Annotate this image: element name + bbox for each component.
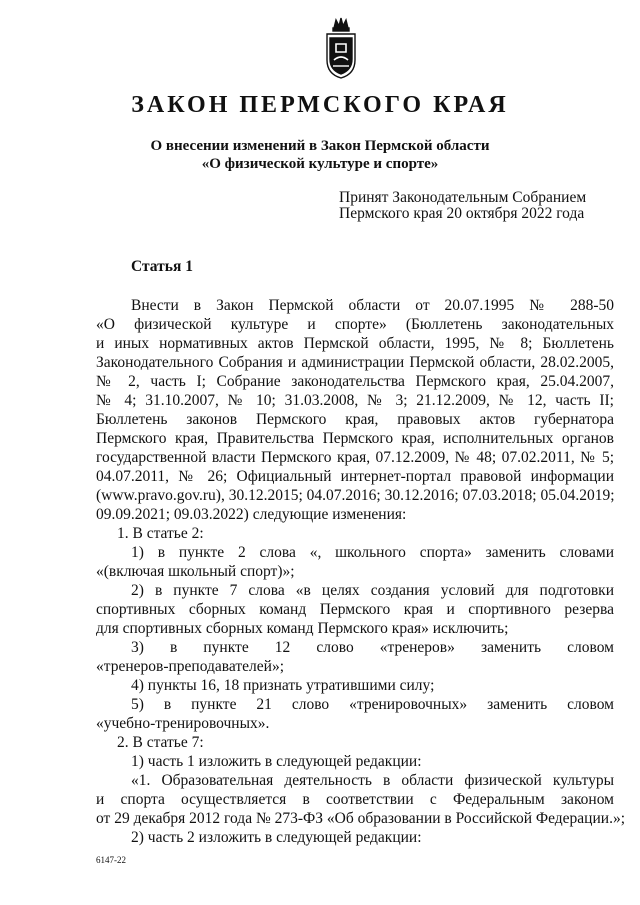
list-item: 1) в пункте 2 слова «, школьного спорта» заменить словами (131, 544, 614, 561)
list-item: 2) в пункте 7 слова «в целях создания условий для подготовки (131, 582, 614, 599)
adoption-line-1: Принят Законодательным Собранием (339, 189, 587, 206)
quoted-text-line: от 29 декабря 2012 года № 273-ФЗ «Об образовании в Российской Федерации.»; (96, 810, 625, 827)
list-item: 3) в пункте 12 слово «тренеров» заменить словом (131, 639, 614, 656)
coat-of-arms-emblem (322, 16, 360, 80)
body-line: 04.07.2011, № 26; Официальный интернет-портал правовой информации (96, 468, 614, 485)
law-subtitle-line-1: О внесении изменений в Закон Пермской области (150, 138, 490, 154)
list-heading: 1. В статье 2: (117, 525, 204, 542)
body-line: (www.pravo.gov.ru), 30.12.2015; 04.07.2016; 30.12.2016; 07.03.2018; 05.04.2019; (96, 487, 615, 504)
list-heading: 2. В статье 7: (117, 734, 204, 751)
list-item-continued: «учебно-тренировочных». (96, 715, 270, 732)
body-line: «О физической культуре и спорте» (Бюллетень законодательных (96, 316, 614, 333)
body-line: Бюллетень законов Пермского края, правовых актов губернатора (96, 411, 614, 428)
body-line: и иных нормативных актов Пермской области, 1995, № 8; Бюллетень (96, 335, 614, 352)
list-item-continued: спортивных сборных команд Пермского края и спортивного резерва (96, 601, 614, 618)
list-item-continued: «(включая школьный спорт)»; (96, 563, 295, 580)
list-item-continued: «тренеров-преподавателей»; (96, 658, 284, 675)
body-line: Внести в Закон Пермской области от 20.07.1995 № 288-50 (131, 297, 614, 314)
law-title: ЗАКОН ПЕРМСКОГО КРАЯ (131, 92, 509, 118)
body-line: Законодательного Собрания и администрации Пермской области, 28.02.2005, (96, 354, 614, 371)
list-item-continued: для спортивных сборных команд Пермского края» исключить; (96, 620, 509, 637)
law-subtitle-line-2: «О физической культуре и спорте» (201, 156, 439, 172)
list-item: 5) в пункте 21 слово «тренировочных» заменить словом (131, 696, 614, 713)
list-item: 4) пункты 16, 18 признать утратившими силу; (131, 677, 435, 694)
quoted-text-line: «1. Образовательная деятельность в области физической культуры (131, 772, 614, 789)
list-item: 1) часть 1 изложить в следующей редакции: (131, 753, 422, 770)
body-line: № 4; 31.10.2007, № 10; 31.03.2008, № 3; 21.12.2009, № 12, часть II; (96, 392, 614, 409)
body-line: № 2, часть I; Собрание законодательства Пермского края, 25.04.2007, (96, 373, 614, 390)
body-line: государственной власти Пермского края, 07.12.2009, № 48; 07.02.2011, № 5; (96, 449, 614, 466)
quoted-text-line: и спорта осуществляется в соответствии с Федеральным законом (96, 791, 614, 808)
article-heading: Статья 1 (131, 258, 193, 275)
body-line: Пермского края, Правительства Пермского края, исполнительных органов (96, 430, 614, 447)
list-item: 2) часть 2 изложить в следующей редакции: (131, 829, 422, 846)
document-code: 6147-22 (96, 855, 126, 865)
adoption-line-2: Пермского края 20 октября 2022 года (339, 205, 585, 222)
body-line: 09.09.2021; 09.03.2022) следующие изменения: (96, 506, 407, 523)
